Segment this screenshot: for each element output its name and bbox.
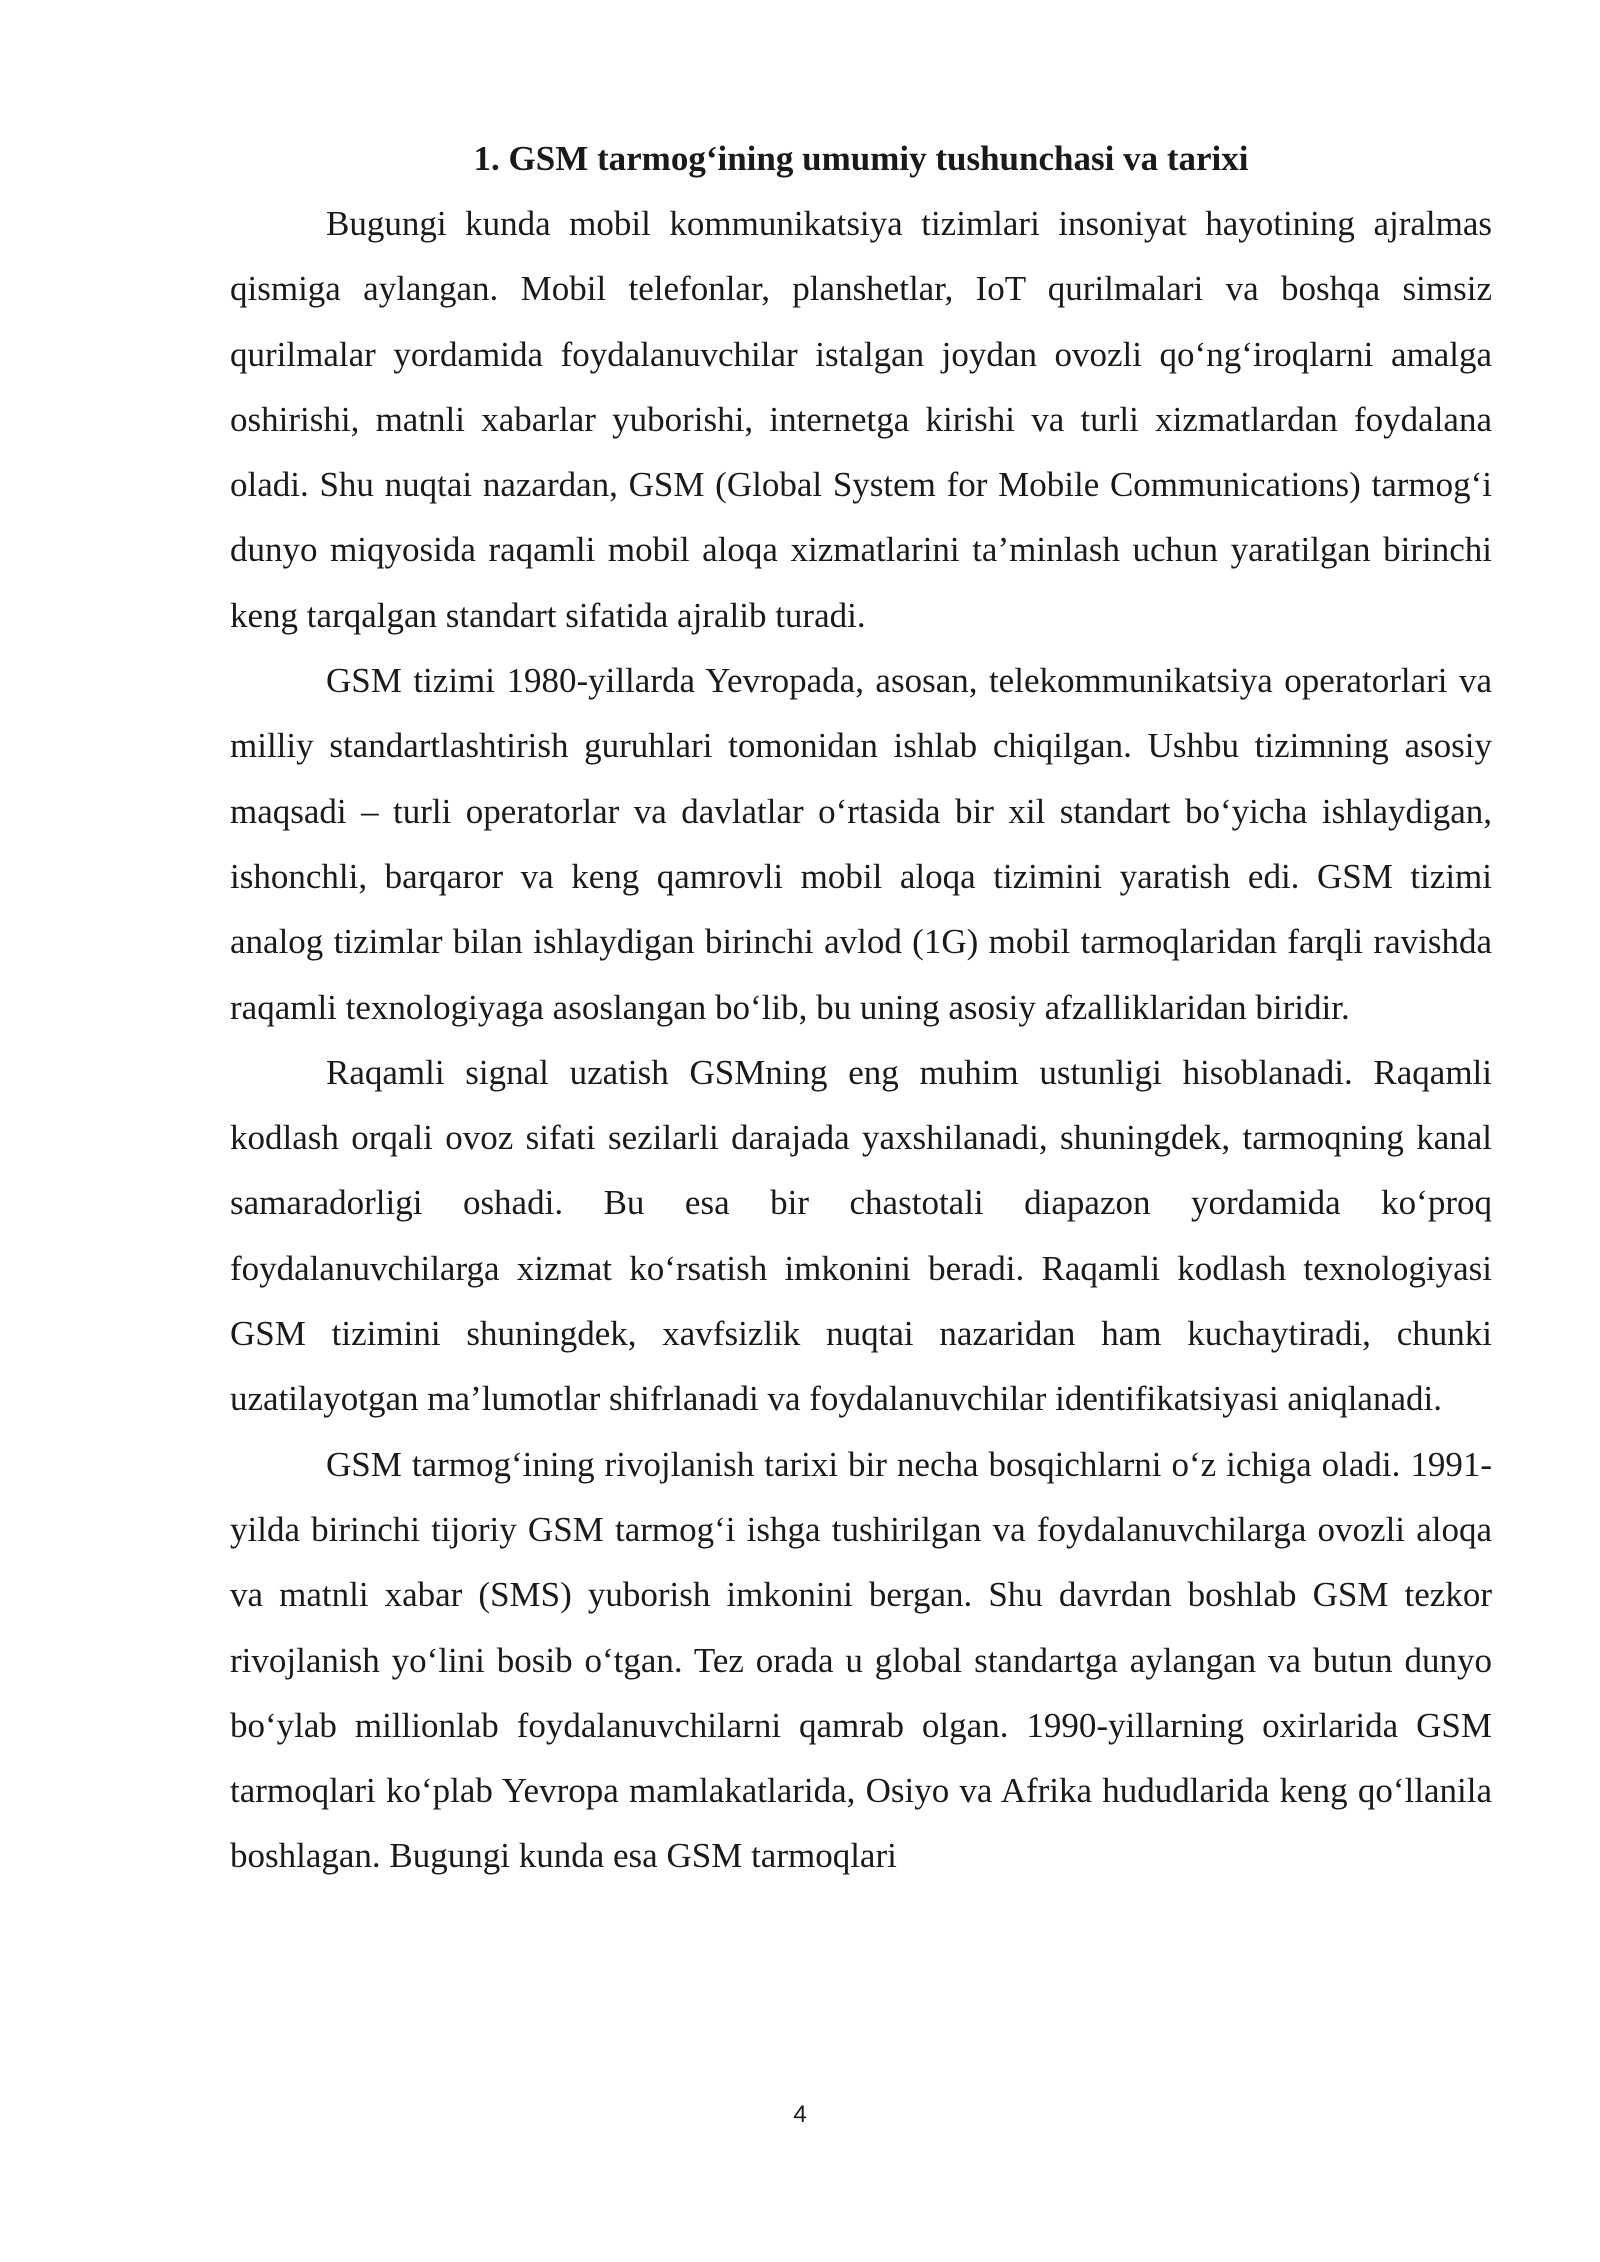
paragraph-intro: Bugungi kunda mobil kommunikatsiya tizimlari insoniyat hayotining ajralmas qismiga aylangan. Mobil telefonlar, planshetlar, IoT qurilmalari va boshqa simsiz qurilmalar yordamida foydalanuvchilar istalgan joydan ovozli qo‘ng‘iroqlarni amalga oshirishi, matnli xabarlar yuborishi, internetga kirishi va turli xizmatlardan foydalana oladi. Shu nuqtai nazardan, GSM (Global System for Mobile Communications) tarmog‘i dunyo miqyosida raqamli mobil aloqa xizmatlarini ta’minlash uchun yaratilgan birinchi keng tarqalgan standart sifatida ajralib turadi. [230,204,1492,635]
section-heading: 1. GSM tarmog‘ining umumiy tushunchasi va tarixi [473,139,1249,178]
document-page [230,126,1492,1889]
page-number: 4 [793,2101,807,2128]
paragraph-history: GSM tizimi 1980-yillarda Yevropada, asosan, telekommunikatsiya operatorlari va milliy standartlashtirish guruhlari tomonidan ishlab chiqilgan. Ushbu tizimning asosiy maqsadi – turli operatorlar va davlatlar o‘rtasida bir xil standart bo‘yicha ishlaydigan, ishonchli, barqaror va keng qamrovli mobil aloqa tizimini yaratish edi. GSM tizimi analog tizimlar bilan ishlaydigan birinchi avlod (1G) mobil tarmoqlaridan farqli ravishda raqamli texnologiyaga asoslangan bo‘lib, bu uning asosiy afzalliklaridan biridir. [230,661,1492,1027]
paragraph-development: GSM tarmog‘ining rivojlanish tarixi bir necha bosqichlarni o‘z ichiga oladi. 1991-yilda birinchi tijoriy GSM tarmog‘i ishga tushirilgan va foydalanuvchilarga ovozli aloqa va matnli xabar (SMS) yuborish imkonini bergan. Shu davrdan boshlab GSM tezkor rivojlanish yo‘lini bosib o‘tgan. Tez orada u global standartga aylangan va butun dunyo bo‘ylab millionlab foydalanuvchilarni qamrab olgan. 1990-yillarning oxirlarida GSM tarmoqlari ko‘plab Yevropa mamlakatlarida, Osiyo va Afrika hududlarida keng qo‘llanila boshlagan. Bugungi kunda esa GSM tarmoqlari [230,1444,1492,1876]
paragraph-digital-signal: Raqamli signal uzatish GSMning eng muhim ustunligi hisoblanadi. Raqamli kodlash orqali ovoz sifati sezilarli darajada yaxshilanadi, shuningdek, tarmoqning kanal samaradorligi oshadi. Bu esa bir chastotali diapazon yordamida ko‘proq foydalanuvchilarga xizmat ko‘rsatish imkonini beradi. Raqamli kodlash texnologiyasi GSM tizimini shuningdek, xavfsizlik nuqtai nazaridan ham kuchaytiradi, chunki uzatilayotgan ma’lumotlar shifrlanadi va foydalanuvchilar identifikatsiyasi aniqlanadi. [230,1052,1492,1419]
